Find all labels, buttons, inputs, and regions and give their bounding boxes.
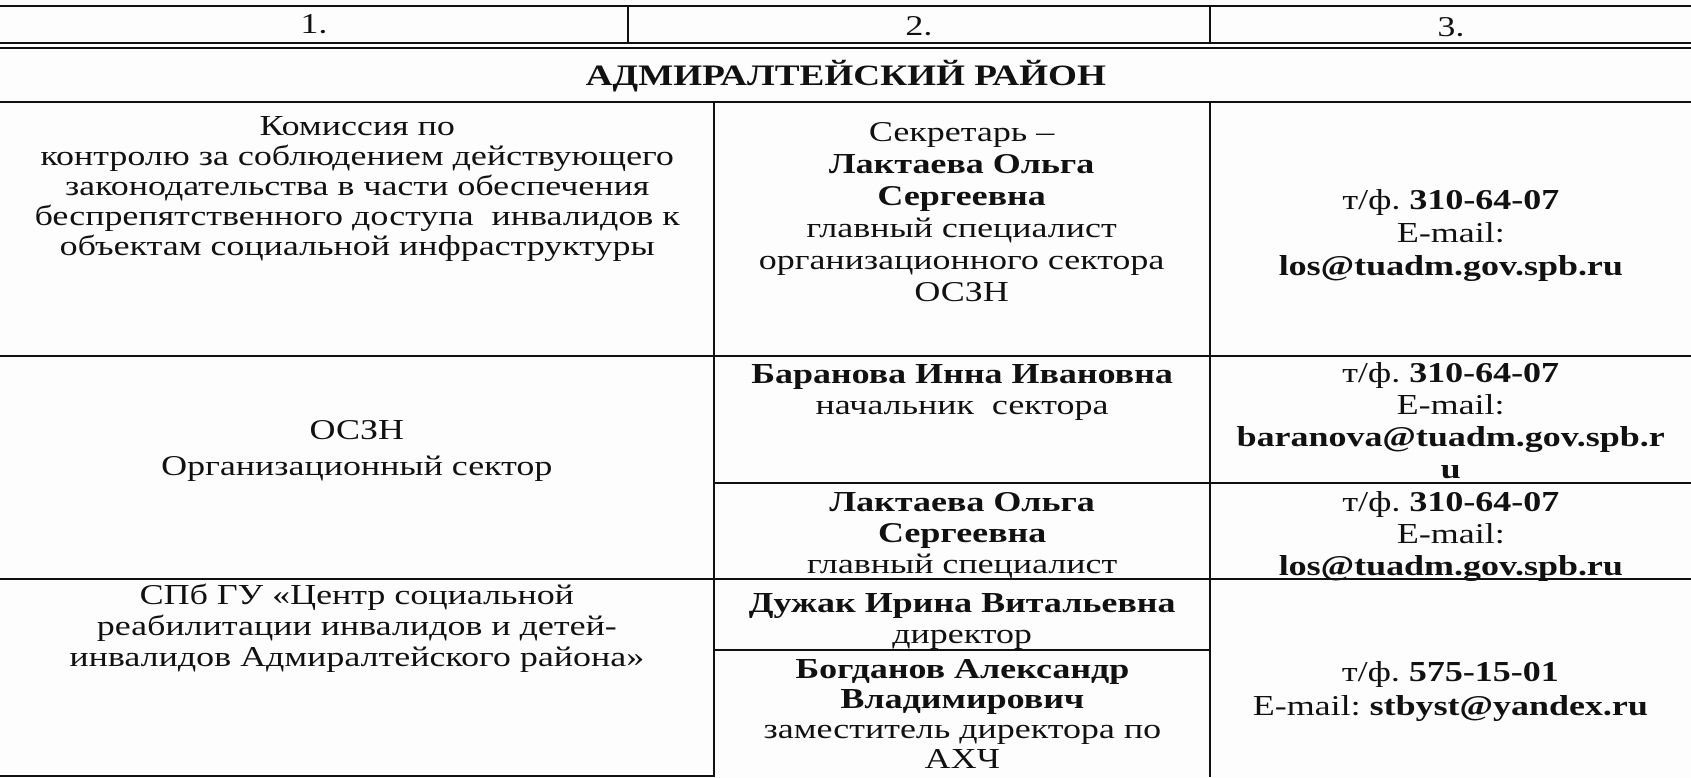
email-label: E-mail: [1396, 389, 1505, 421]
center-name [70, 580, 645, 673]
phone-number: 310-64-07 [1409, 184, 1559, 216]
center-details-cell [1210, 579, 1691, 776]
oszn-name [161, 412, 552, 484]
phone-line [1278, 486, 1622, 518]
text-line: Организационный сектор [161, 450, 553, 482]
oszn-contact-2 [807, 487, 1117, 580]
contact-name: Сергеевна [877, 517, 1047, 549]
email-address: los@tuadm.gov.spb.ru [1278, 250, 1623, 282]
email-label: E-mail: [1396, 518, 1505, 550]
contact-position: директор [892, 618, 1032, 650]
district-row [0, 49, 1691, 102]
contact-position: начальник сектора [815, 389, 1109, 421]
contact-position: заместитель директора по [763, 713, 1161, 745]
phone-number: 575-15-01 [1409, 656, 1559, 688]
text-line: законодательства в части обеспечения [64, 170, 650, 202]
commission-contact-cell [714, 102, 1210, 356]
contact-details [1253, 655, 1648, 723]
contact-details [1236, 357, 1664, 485]
contact-name: Богданов Александр [795, 653, 1129, 685]
contact-position: главный специалист [806, 212, 1118, 244]
contact-name: Сергеевна [877, 180, 1047, 212]
text-line: контролю за соблюдением действующего [40, 140, 674, 172]
email-line [1253, 689, 1648, 723]
contact-position: ОСЗН [914, 276, 1010, 308]
center-contact-1 [749, 588, 1176, 650]
column-header-1 [0, 7, 628, 42]
oszn-contact-1-details-cell [1210, 356, 1691, 483]
contact-name: Дужак Ирина Витальевна [748, 587, 1176, 619]
district-title: АДМИРАЛТЕЙСКИЙ РАЙОН [585, 58, 1106, 92]
column-header-3 [1210, 10, 1691, 45]
text-line: СПб ГУ «Центр социальной [139, 579, 575, 611]
commission-name [34, 111, 679, 261]
column-number: 2. [905, 10, 933, 42]
column-header-2 [628, 9, 1210, 44]
oszn-contact-1 [751, 359, 1173, 421]
phone-number: 310-64-07 [1409, 486, 1559, 518]
commission-phone-email-cell [1210, 102, 1691, 356]
contact-name: Баранова Инна Ивановна [751, 358, 1173, 390]
contact-details [1278, 486, 1622, 582]
center-contact-2-cell [714, 650, 1210, 776]
center-name-cell [0, 579, 714, 776]
contact-details [1278, 184, 1622, 283]
email-label: E-mail: [1396, 217, 1505, 249]
text-line: беспрепятственного доступа инвалидов к [34, 200, 680, 232]
phone-label: т/ф. [1342, 656, 1401, 688]
phone-line [1278, 184, 1622, 217]
oszn-name-cell [0, 356, 714, 579]
column-number: 1. [300, 8, 328, 40]
email-address: stbyst@yandex.ru [1369, 690, 1649, 722]
text-line: объектам социальной инфраструктуры [59, 230, 655, 262]
contact-position: АХЧ [924, 743, 1000, 775]
column-number: 3. [1437, 11, 1464, 43]
center-contact-1-cell [714, 579, 1210, 650]
phone-line [1253, 655, 1648, 689]
phone-label: т/ф. [1342, 184, 1401, 216]
email-label: E-mail: [1252, 690, 1361, 722]
text-line: реабилитации инвалидов и детей- [96, 610, 617, 642]
contact-name: Лактаева Ольга [829, 148, 1095, 180]
center-contact-2 [763, 654, 1161, 774]
text-line: ОСЗН [309, 414, 405, 446]
oszn-contact-2-cell [714, 483, 1210, 579]
contact-position: главный специалист [806, 548, 1118, 580]
oszn-contact-1-cell [714, 356, 1210, 483]
email-address: los@tuadm.gov.spb.ru [1278, 550, 1623, 582]
contact-name: Лактаева Ольга [829, 486, 1095, 518]
contact-name: Владимирович [840, 683, 1084, 715]
email-address-continuation: u [1440, 453, 1461, 485]
secretary-contact [759, 116, 1165, 308]
contact-position: организационного сектора [759, 244, 1165, 276]
phone-line [1236, 357, 1664, 389]
contact-role: Секретарь – [869, 116, 1055, 148]
phone-number: 310-64-07 [1409, 357, 1559, 389]
email-address: baranova@tuadm.gov.spb.r [1236, 421, 1665, 453]
commission-name-cell [0, 102, 714, 356]
phone-label: т/ф. [1342, 486, 1401, 518]
oszn-contact-2-details-cell [1210, 483, 1691, 582]
phone-label: т/ф. [1342, 357, 1401, 389]
text-line: инвалидов Адмиралтейского района» [69, 641, 645, 673]
text-line: Комиссия по [259, 110, 455, 142]
